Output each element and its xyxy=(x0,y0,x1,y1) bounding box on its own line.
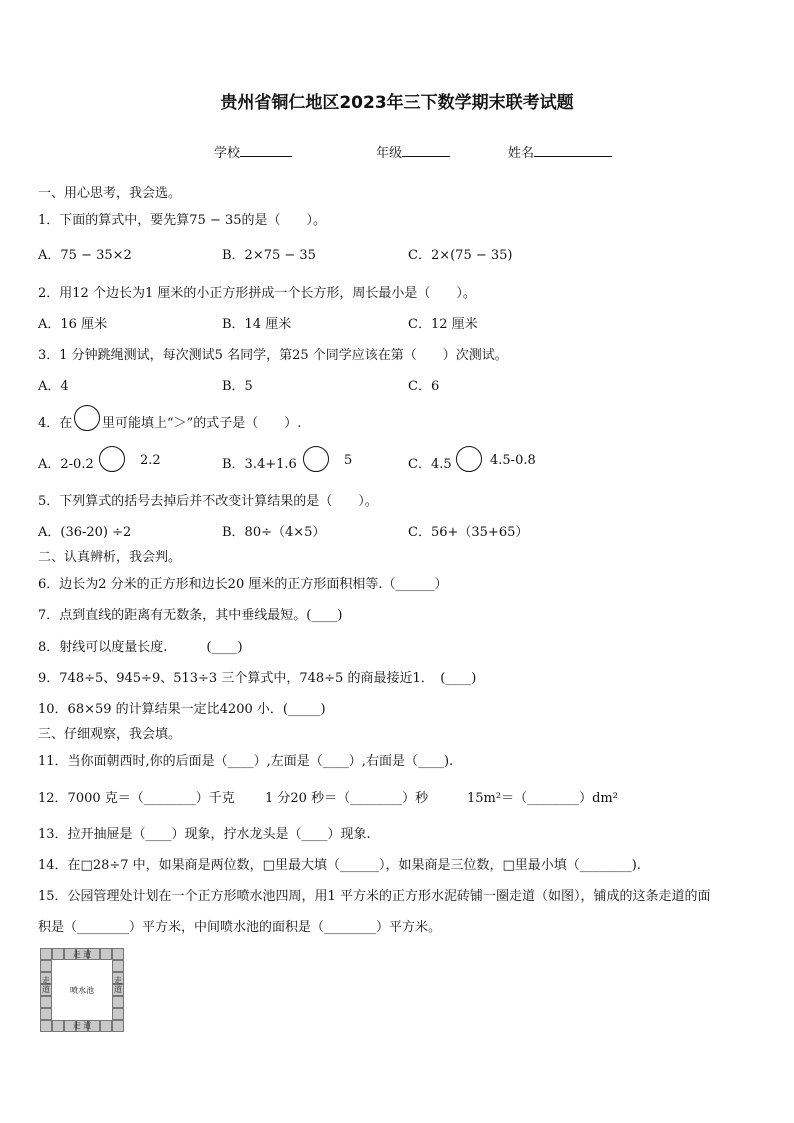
question-8: 8．射线可以度量长度. (____) xyxy=(38,640,243,655)
question-15-line-1: 15．公园管理处计划在一个正方形喷水池四周，用1 平方米的正方形水泥砖铺一圈走道（如图），铺成的这条走道的面 xyxy=(38,889,711,904)
question-9: 9．748÷5、945÷9、513÷3 三个算式中，748÷5 的商最接近1． (____) xyxy=(38,671,477,686)
question-11: 11．当你面朝西时,你的后面是（____）,左面是（____）,右面是（____). xyxy=(38,754,454,769)
walkway-tile xyxy=(40,1020,52,1032)
q4-stem-prefix: 4．在 xyxy=(38,416,73,431)
q2-option-c: C．12 厘米 xyxy=(408,317,478,332)
walkway-tile xyxy=(40,948,52,960)
q4-option-a-right: 2.2 xyxy=(140,453,161,468)
section-3-heading: 三、仔细观察，我会填。 xyxy=(38,727,182,742)
fountain-walkway-figure xyxy=(40,948,124,1032)
q5-option-b: B．80÷（4×5） xyxy=(222,525,326,540)
walkway-tile xyxy=(112,1020,124,1032)
question-13: 13．拉开抽屉是（____）现象，拧水龙头是（____）现象. xyxy=(38,827,371,842)
walkway-tile xyxy=(100,948,112,960)
q1-option-c: C．2×(75 − 35) xyxy=(408,248,513,263)
q4-option-c-right: 4.5-0.8 xyxy=(490,453,536,468)
fountain-pool: 喷水池 xyxy=(54,962,110,1018)
walkway-label-right: 走 道 xyxy=(114,976,122,994)
q4-option-b-left: B．3.4+1.6 xyxy=(222,457,297,472)
section-2-heading: 二、认真辨析，我会判。 xyxy=(38,550,182,565)
question-12-part-3: 15m²＝（________）dm² xyxy=(467,791,618,806)
walkway-tile xyxy=(52,1020,64,1032)
walkway-tile xyxy=(112,1008,124,1020)
q1-option-a: A．75 − 35×2 xyxy=(38,248,132,263)
walkway-tile xyxy=(100,1020,112,1032)
question-12-part-1: 12．7000 克＝（________）千克 xyxy=(38,791,235,806)
question-7: 7．点到直线的距离有无数条，其中垂线最短。(____) xyxy=(38,608,343,623)
walkway-tile xyxy=(40,960,52,972)
q3-option-b: B．5 xyxy=(222,379,253,394)
q4-stem-suffix: 里可能填上“＞”的式子是（ ）. xyxy=(102,416,302,431)
question-2: 2．用12 个边长为1 厘米的小正方形拼成一个长方形，周长最小是（ ）。 xyxy=(38,286,476,301)
question-5: 5．下列算式的括号去掉后并不改变计算结果的是（ ）。 xyxy=(38,494,378,509)
walkway-tile xyxy=(112,948,124,960)
question-10: 10．68×59 的计算结果一定比4200 小．(_____) xyxy=(38,702,326,717)
walkway-label-left: 走 道 xyxy=(42,976,50,994)
walkway-tile xyxy=(112,996,124,1008)
walkway-tile xyxy=(112,960,124,972)
page-title: 贵州省铜仁地区2023年三下数学期末联考试题 xyxy=(220,93,574,113)
walkway-label-top: 走 道 xyxy=(72,950,92,959)
q5-option-a: A．(36-20) ÷2 xyxy=(38,525,132,540)
walkway-tile xyxy=(40,996,52,1008)
q4-option-c-left: C．4.5 xyxy=(408,457,452,472)
q2-option-a: A．16 厘米 xyxy=(38,317,108,332)
question-15-line-2: 积是（________）平方米，中间喷水池的面积是（________）平方米。 xyxy=(38,920,442,935)
q4-option-b-right: 5 xyxy=(344,453,353,468)
question-12-part-2: 1 分20 秒＝（________）秒 xyxy=(265,791,429,806)
blank-circle-icon xyxy=(303,446,329,472)
q2-option-b: B．14 厘米 xyxy=(222,317,292,332)
q3-option-a: A．4 xyxy=(38,379,69,394)
school-field: 学校 xyxy=(214,142,292,161)
blank-circle-icon xyxy=(456,446,482,472)
question-1: 1．下面的算式中，要先算75 − 35的是（ ）。 xyxy=(38,213,327,228)
grade-field: 年级 xyxy=(376,142,450,161)
blank-circle-icon xyxy=(74,405,100,431)
question-3: 3．1 分钟跳绳测试，每次测试5 名同学，第25 个同学应该在第（ ）次测试。 xyxy=(38,348,508,363)
walkway-tile xyxy=(52,948,64,960)
walkway-label-bottom: 走 道 xyxy=(72,1021,92,1030)
q3-option-c: C．6 xyxy=(408,379,440,394)
q1-option-b: B．2×75 − 35 xyxy=(222,248,316,263)
walkway-tile xyxy=(40,1008,52,1020)
name-field: 姓名 xyxy=(508,142,612,161)
section-1-heading: 一、用心思考，我会选。 xyxy=(38,186,182,201)
question-14: 14．在□28÷7 中，如果商是两位数，□里最大填（______），如果商是三位数，□里最小填（________). xyxy=(38,858,641,873)
q4-option-a-left: A．2-0.2 xyxy=(38,457,94,472)
q5-option-c: C．56+（35+65） xyxy=(408,525,529,540)
question-6: 6．边长为2 分米的正方形和边长20 厘米的正方形面积相等.（______） xyxy=(38,577,448,592)
blank-circle-icon xyxy=(99,446,125,472)
